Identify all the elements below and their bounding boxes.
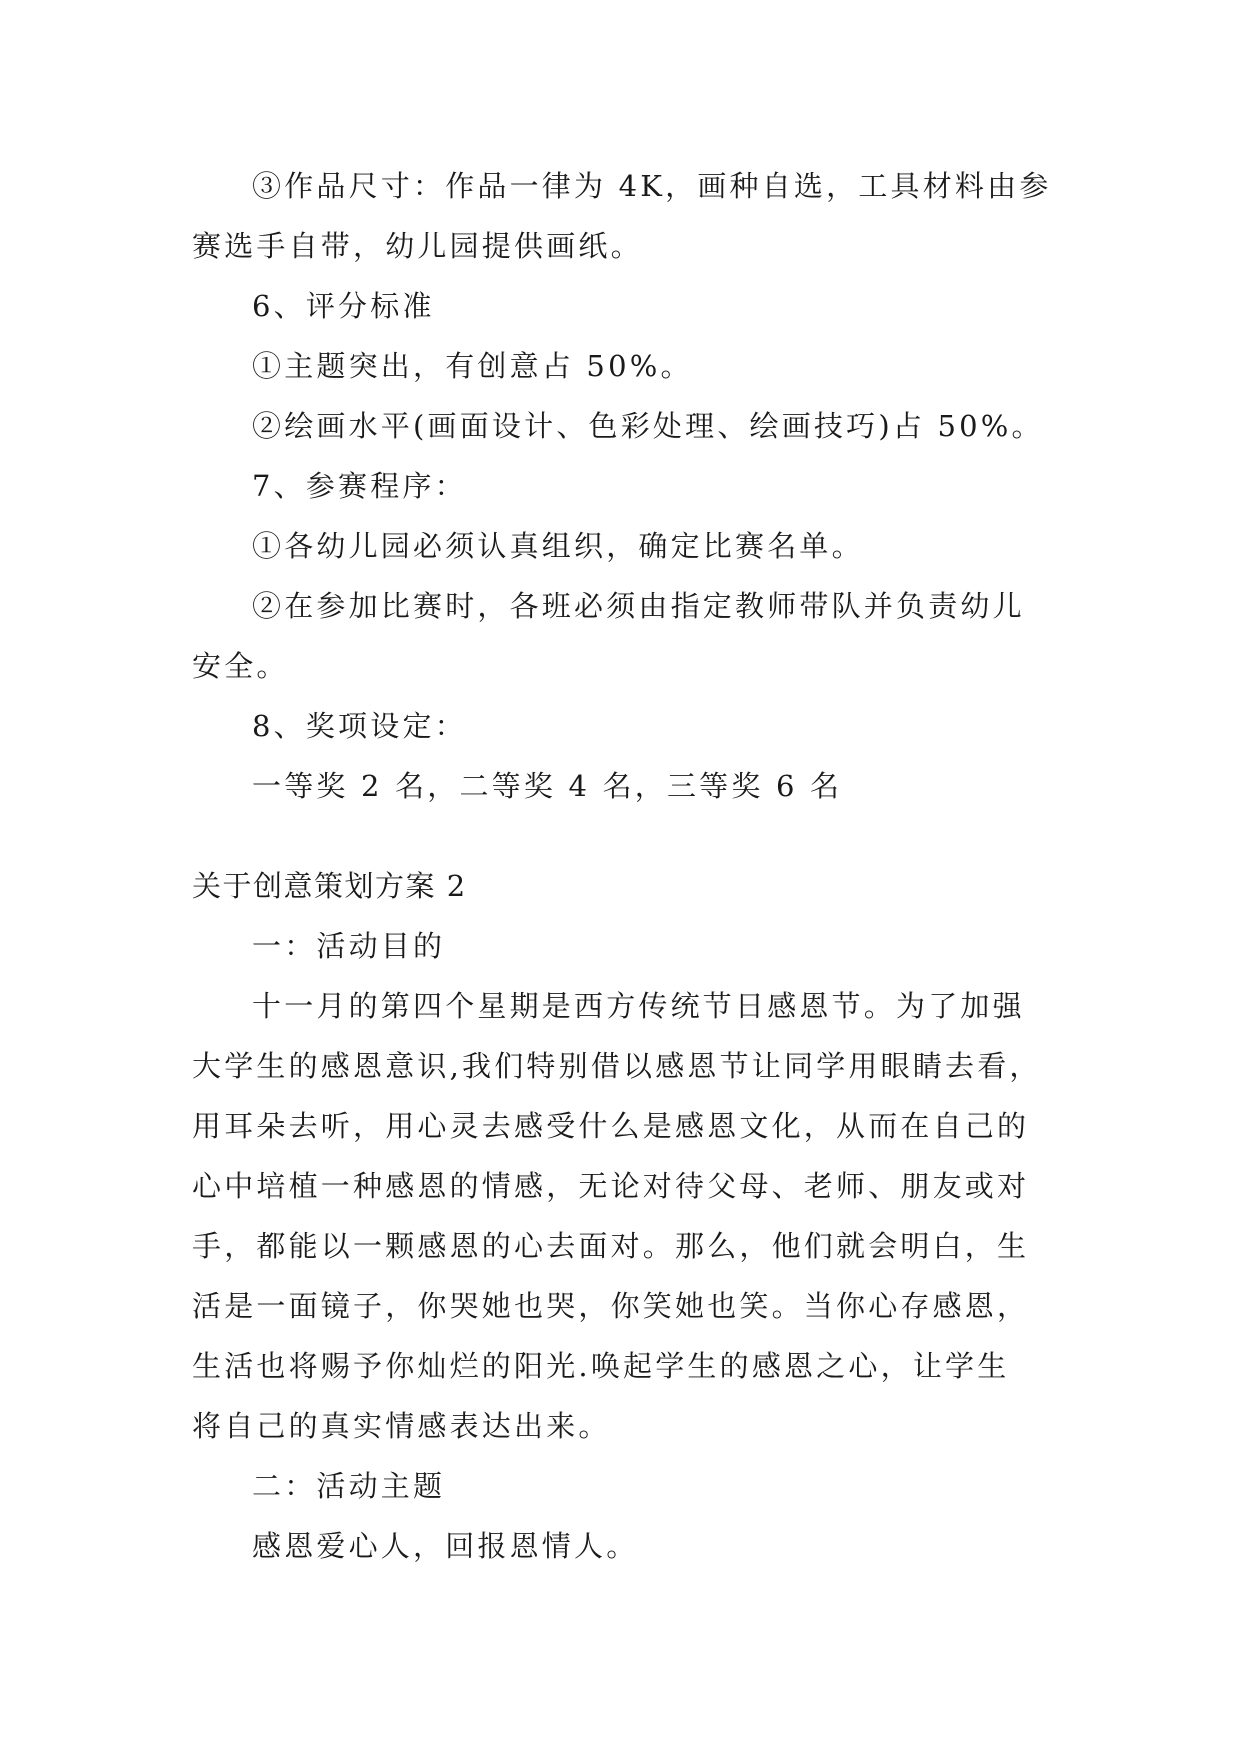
procedure-item1: ①各幼儿园必须认真组织，确定比赛名单。 [252, 529, 864, 563]
purpose-line: 生活也将赐予你灿烂的阳光.唤起学生的感恩之心，让学生 [192, 1349, 1010, 1383]
criteria-theme: ①主题突出，有创意占 50%。 [252, 349, 693, 383]
heading-activity-purpose: 一：活动目的 [252, 929, 446, 963]
heading-awards: 8、奖项设定： [252, 709, 467, 743]
purpose-line: 大学生的感恩意识,我们特别借以感恩节让同学用眼睛去看， [192, 1049, 1042, 1083]
criteria-drawing: ②绘画水平(画面设计、色彩处理、绘画技巧)占 50%。 [252, 409, 1044, 443]
theme-text: 感恩爱心人，回报恩情人。 [252, 1529, 639, 1563]
procedure-item2-line2: 安全。 [192, 649, 289, 683]
purpose-line: 将自己的真实情感表达出来。 [192, 1409, 611, 1443]
section-title: 关于创意策划方案 2 [192, 869, 467, 903]
item3-line2: 赛选手自带，幼儿园提供画纸。 [192, 229, 643, 263]
awards-text: 一等奖 2 名，二等奖 4 名，三等奖 6 名 [252, 769, 843, 803]
purpose-line: 活是一面镜子，你哭她也哭，你笑她也笑。当你心存感恩， [192, 1289, 1030, 1323]
heading-procedure: 7、参赛程序： [252, 469, 467, 503]
purpose-line: 十一月的第四个星期是西方传统节日感恩节。为了加强 [252, 989, 1025, 1023]
purpose-line: 用耳朵去听，用心灵去感受什么是感恩文化，从而在自己的 [192, 1109, 1030, 1143]
item3-line1: ③作品尺寸：作品一律为 4K，画种自选，工具材料由参 [252, 169, 1052, 203]
heading-scoring-criteria: 6、评分标准 [252, 289, 435, 323]
purpose-line: 手，都能以一颗感恩的心去面对。那么，他们就会明白，生 [192, 1229, 1030, 1263]
purpose-line: 心中培植一种感恩的情感，无论对待父母、老师、朋友或对 [192, 1169, 1030, 1203]
procedure-item2-line1: ②在参加比赛时，各班必须由指定教师带队并负责幼儿 [252, 589, 1025, 623]
heading-activity-theme: 二：活动主题 [252, 1469, 446, 1503]
